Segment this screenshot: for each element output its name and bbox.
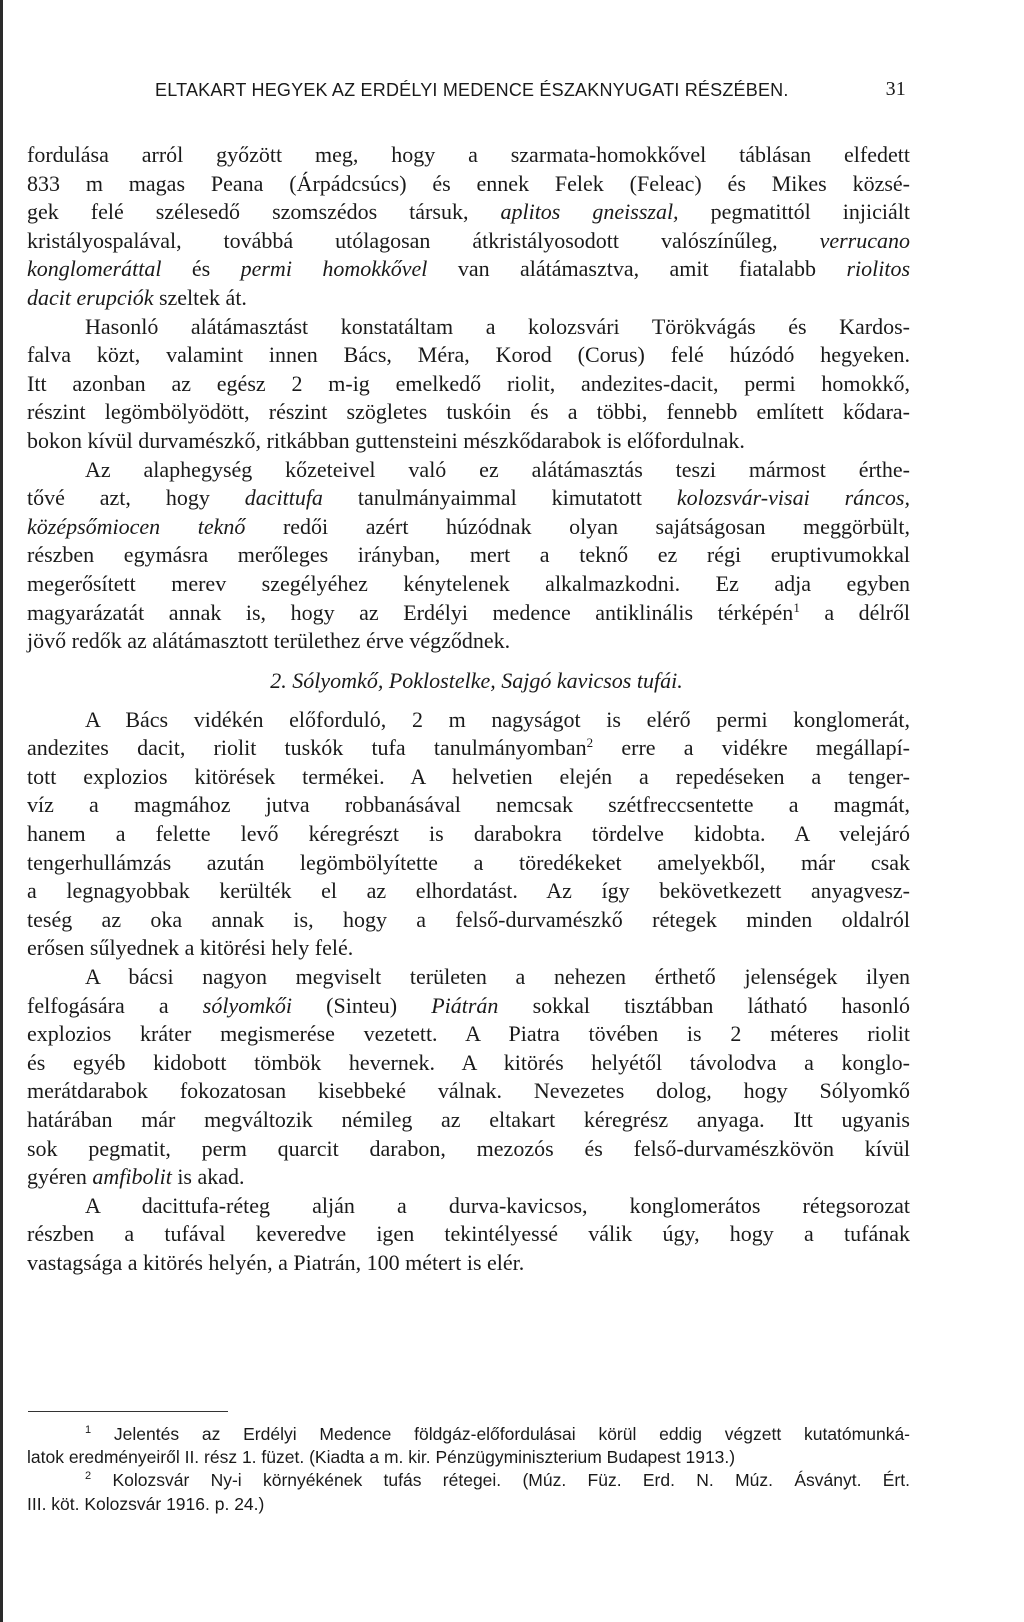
text-span: hanem a felette levő kéregrészt is darabokra tördelve kidobta. A velejáró xyxy=(27,821,910,847)
text-span: A bácsi nagyon megviselt területen a nehezen érthető jelenségek ilyen xyxy=(85,964,910,990)
text-span: explozios kráter megismerése vezetett. A Piatra tövében is 2 méteres riolit xyxy=(27,1021,910,1047)
text-line xyxy=(27,820,910,849)
text-span: és xyxy=(161,256,241,282)
text-line xyxy=(27,227,910,256)
italic-term: Piátrán xyxy=(431,992,499,1018)
text-span: felfogására a xyxy=(27,992,203,1018)
text-span: merátdarabok fokozatosan kisebbeké válnak. Nevezetes dolog, hogy Sólyomkő xyxy=(27,1078,910,1104)
text-line xyxy=(27,877,910,906)
text-line xyxy=(27,541,910,570)
italic-term: verrucano xyxy=(819,227,910,253)
text-line xyxy=(27,1192,910,1221)
text-span: III. köt. Kolozsvár 1916. p. 24.) xyxy=(27,1493,265,1514)
text-span: kristályospalával, továbbá utólagosan átkristályosodott valószínűleg, xyxy=(27,227,820,253)
text-span: határában már megváltozik némileg az eltakart kéregrész anyaga. Itt ugyanis xyxy=(27,1107,910,1132)
page-edge-shadow xyxy=(0,0,3,1622)
paragraph xyxy=(27,706,910,963)
text-span: fordulása arról győzött meg, hogy a szarmata-homokkővel táblásan elfedett xyxy=(27,142,910,167)
text-span: gek felé szélesedő szomszédos társuk, xyxy=(27,199,501,225)
text-span: víz a magmához jutva robbanásával nemcsak szétfreccsentette a magmát, xyxy=(27,792,910,818)
text-line xyxy=(27,1049,910,1078)
text-line xyxy=(27,734,910,763)
italic-term: konglomeráttal xyxy=(27,256,162,282)
text-line xyxy=(27,398,910,427)
italic-term: kolozsvár-visai ráncos, xyxy=(676,485,910,511)
text-line xyxy=(27,963,910,992)
text-line xyxy=(27,706,910,735)
text-line xyxy=(27,198,910,227)
text-line xyxy=(27,1249,910,1278)
text-line xyxy=(27,849,910,878)
text-span: Jelentés az Erdélyi Medence földgáz-előfordulásai körül eddig végzett kutatómunká- xyxy=(91,1424,910,1444)
footnote-ref: 2 xyxy=(586,735,594,751)
italic-term: sólyomkői xyxy=(202,992,292,1018)
footnote-marker: 1 xyxy=(85,1424,92,1436)
text-span: Az alaphegység kőzeteivel való ez alátámasztás teszi mármost érthe- xyxy=(85,456,910,482)
text-span: szeltek át. xyxy=(153,284,247,310)
text-span: teség az oka annak is, hogy a felső-durvamészkő rétegek minden oldalról xyxy=(27,906,910,932)
text-line xyxy=(27,992,910,1021)
text-line xyxy=(27,599,910,628)
text-line xyxy=(27,1220,910,1249)
text-span: magyarázatát annak is, hogy az Erdélyi medence antiklinális térképén xyxy=(27,599,794,625)
text-span: erősen sűlyednek a kitörési hely felé. xyxy=(27,935,354,961)
paragraph xyxy=(27,1192,910,1278)
text-span: részben a tufával keveredve igen tekintélyessé válik úgy, hogy a tufának xyxy=(27,1221,910,1247)
italic-term: riolitos xyxy=(846,256,911,282)
text-line xyxy=(27,627,910,656)
text-line xyxy=(27,934,910,963)
text-span: A dacittufa-réteg alján a durva-kavicsos, konglomerátos rétegsorozat xyxy=(85,1192,910,1218)
text-span: a legnagyobbak kerülték el az elhordatást. Az így bekövetkezett anyagvesz- xyxy=(27,878,910,904)
text-line xyxy=(27,255,910,284)
text-line xyxy=(27,370,910,399)
text-span: részint legömbölyödött, részint szögletes tuskóin és a többi, fennebb említett kődara- xyxy=(27,399,910,425)
text-span: A Bács vidékén előforduló, 2 m nagyságot is elérő permi konglomerát, xyxy=(85,706,910,732)
paragraph xyxy=(27,963,910,1192)
paragraph xyxy=(27,456,910,656)
text-line xyxy=(27,456,910,485)
text-line xyxy=(27,906,910,935)
text-span: a délről xyxy=(799,599,910,625)
text-line xyxy=(27,427,910,456)
text-span: tott explozios kitörések termékei. A helvetien elején a repedéseken a tenger- xyxy=(27,763,910,789)
text-span: és egyéb kidobott tömbök hevernek. A kitörés helyétől távolodva a konglo- xyxy=(27,1049,910,1075)
text-span: erre a vidékre megállapí- xyxy=(593,735,911,761)
footnote-marker: 2 xyxy=(85,1470,92,1483)
italic-term: dacittufa xyxy=(244,485,323,511)
footnote-divider xyxy=(28,1411,228,1412)
footnote-line xyxy=(27,1469,910,1492)
italic-term: középsőmiocen teknő xyxy=(27,513,246,539)
text-line xyxy=(27,1163,910,1192)
text-line xyxy=(27,791,910,820)
footnote-line xyxy=(27,1446,910,1469)
text-span: tővé azt, hogy xyxy=(27,485,245,511)
text-span: pegmatittól injiciált xyxy=(678,199,910,225)
text-span: Itt azonban az egész 2 m-ig emelkedő riolit, andezites-dacit, permi homokkő, xyxy=(27,370,910,396)
text-line xyxy=(27,313,910,342)
text-span: megerősített merev szegélyéhez kénytelenek alkalmazkodni. Ez adja egyben xyxy=(27,570,910,596)
body-text xyxy=(27,141,910,1278)
running-head xyxy=(129,76,909,106)
text-span: vastagsága a kitörés helyén, a Piatrán, 100 métert is elér. xyxy=(27,1249,525,1275)
text-span: gyéren xyxy=(27,1164,93,1190)
footnote-ref: 1 xyxy=(793,599,800,615)
text-span: falva közt, valamint innen Bács, Méra, Korod (Corus) felé húzódó hegyeken. xyxy=(27,342,910,368)
footnotes xyxy=(27,1423,910,1516)
text-line xyxy=(27,1135,910,1164)
text-span: latok eredményeiről II. rész 1. füzet. (Kiadta a m. kir. Pénzügyminiszterium Budapest 1913.) xyxy=(27,1447,736,1468)
text-span: redői azért húzódnak olyan sajátságosan meggörbült, xyxy=(245,513,910,539)
text-span: andezites dacit, riolit tuskók tufa tanulmányomban xyxy=(27,735,587,761)
text-line xyxy=(27,513,910,542)
paragraph xyxy=(27,141,910,313)
text-line xyxy=(27,1106,910,1135)
text-span: (Sinteu) xyxy=(292,992,432,1018)
text-span: jövő redők az alátámasztott területhez érve végződnek. xyxy=(27,628,511,654)
paragraph xyxy=(27,313,910,456)
text-span: Kolozsvár Ny-i környékének tufás rétegei. (Múz. Füz. Erd. N. Múz. Ásványt. Ért. xyxy=(91,1470,910,1491)
italic-term: aplitos gneisszal, xyxy=(500,199,679,225)
italic-term: permi homokkővel xyxy=(240,256,428,282)
text-line xyxy=(27,341,910,370)
footnote-line xyxy=(27,1423,910,1446)
footnote-line xyxy=(27,1493,910,1516)
text-span: sok pegmatit, perm quarcit darabon, mezozós és felső-durvamészkövön kívül xyxy=(27,1135,910,1161)
text-line xyxy=(27,1020,910,1049)
text-line xyxy=(27,284,910,313)
text-span: tengerhullámzás azután legömbölyítette a töredékeket amelyekből, már csak xyxy=(27,849,910,875)
running-head-title: ELTAKART HEGYEK AZ ERDÉLYI MEDENCE ÉSZAKNYUGATI RÉSZÉBEN. xyxy=(155,80,789,100)
text-span: 833 m magas Peana (Árpádcsúcs) és ennek Felek (Feleac) és Mikes közsé- xyxy=(27,170,910,196)
text-line xyxy=(27,141,910,170)
page-number: 31 xyxy=(885,78,906,100)
text-line xyxy=(27,763,910,792)
italic-term: amfibolit xyxy=(92,1164,172,1190)
text-line xyxy=(27,570,910,599)
text-span: részben egymásra merőleges irányban, mert a teknő ez régi eruptivumokkal xyxy=(27,542,910,568)
text-line xyxy=(27,170,910,199)
text-span: sokkal tisztábban látható hasonló xyxy=(498,992,910,1018)
text-span: is akad. xyxy=(171,1164,245,1190)
text-span: van alátámasztva, amit fiatalabb xyxy=(427,256,847,282)
text-span: Hasonló alátámasztást konstatáltam a kolozsvári Törökvágás és Kardos- xyxy=(85,313,910,339)
text-span: tanulmányaimmal kimutatott xyxy=(322,485,677,511)
section-heading: 2. Sólyomkő, Poklostelke, Sajgó kavicsos tufái. xyxy=(270,667,683,693)
text-line xyxy=(27,1077,910,1106)
italic-term: dacit erupciók xyxy=(27,284,154,310)
text-span: bokon kívül durvamészkő, ritkábban guttensteini mészkődarabok is előfordulnak. xyxy=(27,427,745,453)
text-line xyxy=(27,484,910,513)
